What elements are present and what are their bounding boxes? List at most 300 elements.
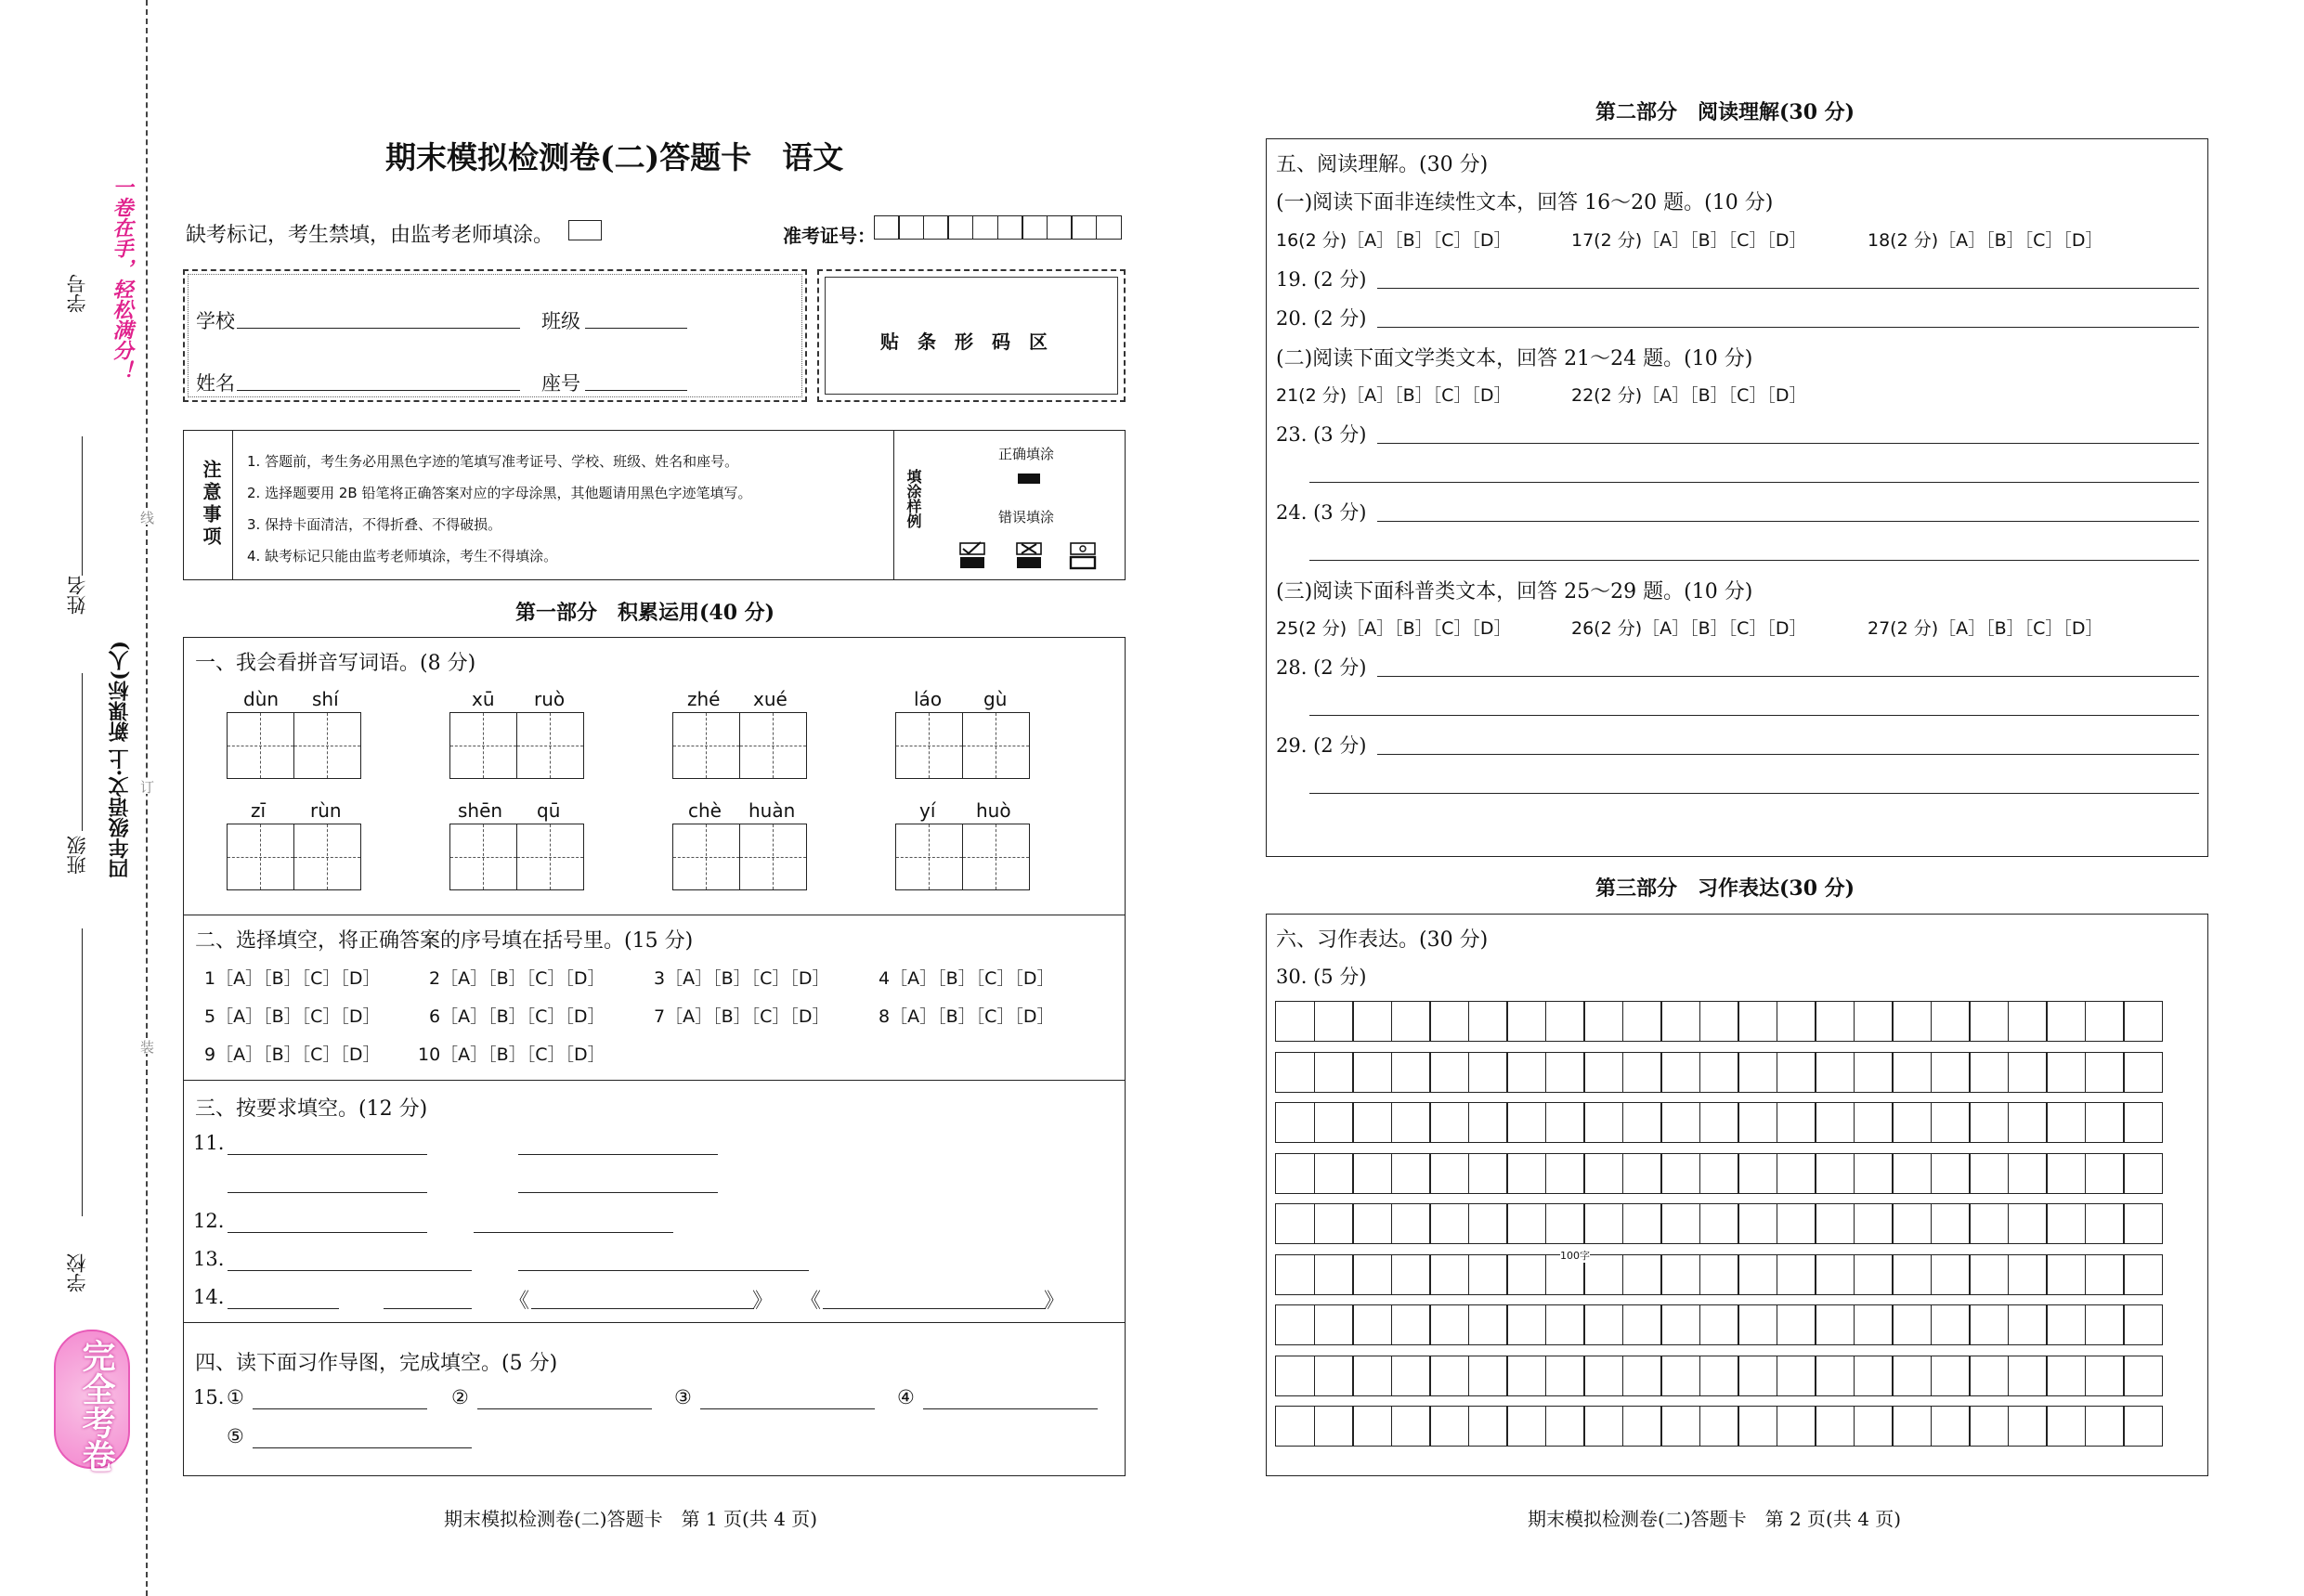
essay-cell[interactable] [1660,1001,1700,1042]
choice-7[interactable]: 7［A］［B］［C］［D］ [654,1006,830,1027]
essay-cell[interactable] [1660,1052,1700,1093]
essay-cell[interactable] [1583,1356,1623,1396]
essay-cell[interactable] [1391,1254,1431,1295]
essay-cell[interactable] [1506,1153,1546,1194]
essay-cell[interactable] [1815,1102,1855,1143]
essay-cell[interactable] [2008,1406,2048,1447]
essay-cell[interactable] [1892,1203,1932,1244]
essay-cell[interactable] [1545,1001,1585,1042]
q15-blank-4[interactable] [923,1408,1098,1409]
essay-cell[interactable] [1468,1052,1508,1093]
cut-mark-bind: 订 [138,780,155,794]
essay-cell[interactable] [1854,1406,1894,1447]
essay-cell[interactable] [1892,1356,1932,1396]
essay-cell[interactable] [1468,1406,1508,1447]
essay-cell[interactable] [1391,1304,1431,1345]
essay-cell[interactable] [1429,1102,1469,1143]
q29-answer-line-2[interactable] [1309,793,2199,794]
essay-cell[interactable] [2085,1052,2125,1093]
essay-cell[interactable] [1622,1203,1662,1244]
char-box[interactable] [962,712,1030,779]
essay-cell[interactable] [1583,1052,1623,1093]
essay-cell[interactable] [1352,1406,1392,1447]
essay-cell[interactable] [1275,1254,1315,1295]
essay-cell[interactable] [1314,1153,1354,1194]
q19-answer-line[interactable] [1377,288,2199,289]
essay-cell[interactable] [1699,1102,1739,1143]
essay-cell[interactable] [1738,1052,1777,1093]
essay-cell[interactable] [1622,1052,1662,1093]
essay-cell[interactable] [1969,1052,2009,1093]
essay-cell[interactable] [1391,1102,1431,1143]
essay-cell[interactable] [1969,1406,2009,1447]
essay-cell[interactable] [2123,1254,2163,1295]
essay-grid-row[interactable] [1275,1406,2162,1447]
cut-mark-install: 装 [138,1040,155,1054]
essay-cell[interactable] [2123,1001,2163,1042]
q14-book-open-1: 《 [509,1290,530,1313]
essay-cell[interactable] [2085,1304,2125,1345]
essay-cell[interactable] [1892,1153,1932,1194]
class-field[interactable] [585,328,687,329]
essay-cell[interactable] [2123,1052,2163,1093]
essay-grid-row[interactable] [1275,1304,2162,1345]
essay-cell[interactable] [1468,1254,1508,1295]
q25-choice[interactable]: 25(2 分)［A］［B］［C］［D］ [1276,618,1512,639]
q23-answer-line-2[interactable] [1309,482,2199,483]
essay-cell[interactable] [1699,1356,1739,1396]
essay-cell[interactable] [1777,1052,1816,1093]
q14-blank-1[interactable] [228,1308,339,1309]
essay-cell[interactable] [1391,1203,1431,1244]
essay-cell[interactable] [1931,1102,1971,1143]
q16-choice[interactable]: 16(2 分)［A］［B］［C］［D］ [1276,230,1512,251]
char-box[interactable] [962,824,1030,890]
essay-cell[interactable] [1854,1153,1894,1194]
q12-blank-1[interactable] [228,1232,427,1233]
essay-cell[interactable] [1314,1304,1354,1345]
essay-cell[interactable] [1275,1001,1315,1042]
name-field[interactable] [237,390,520,391]
char-box[interactable] [739,824,807,890]
essay-cell[interactable] [2085,1254,2125,1295]
sub1-title: (一)阅读下面非连续性文本，回答 16～20 题。(10 分) [1276,191,1774,214]
essay-cell[interactable] [1468,1001,1508,1042]
essay-cell[interactable] [1352,1153,1392,1194]
q26-choice[interactable]: 26(2 分)［A］［B］［C］［D］ [1571,618,1807,639]
essay-cell[interactable] [2085,1406,2125,1447]
char-box[interactable] [672,824,740,890]
essay-cell[interactable] [1391,1001,1431,1042]
essay-cell[interactable] [1854,1304,1894,1345]
essay-cell[interactable] [1275,1153,1315,1194]
name-label: 姓名 [196,372,235,395]
q29-answer-line-1[interactable] [1377,754,2199,755]
essay-cell[interactable] [2008,1254,2048,1295]
margin-class-label: 班级 [66,836,88,875]
essay-cell[interactable] [1391,1153,1431,1194]
char-box[interactable] [293,824,361,890]
essay-cell[interactable] [1699,1254,1739,1295]
essay-cell[interactable] [1738,1153,1777,1194]
school-field[interactable] [237,328,520,329]
choice-3[interactable]: 3［A］［B］［C］［D］ [654,968,830,989]
q23-answer-line-1[interactable] [1377,443,2199,444]
essay-cell[interactable] [1815,1203,1855,1244]
q15-blank-2[interactable] [477,1408,652,1409]
essay-cell[interactable] [1815,1052,1855,1093]
essay-cell[interactable] [1931,1406,1971,1447]
essay-cell[interactable] [1314,1203,1354,1244]
essay-cell[interactable] [1468,1304,1508,1345]
essay-cell[interactable] [1892,1304,1932,1345]
margin-name-field[interactable] [82,673,83,831]
essay-grid-row[interactable] [1275,1153,2162,1194]
margin-class-field[interactable] [82,928,83,1216]
essay-cell[interactable] [1699,1153,1739,1194]
seat-field[interactable] [585,390,687,391]
essay-cell[interactable] [1854,1001,1894,1042]
q15-blank-3[interactable] [700,1408,875,1409]
essay-cell[interactable] [1314,1102,1354,1143]
essay-cell[interactable] [1506,1001,1546,1042]
q13-label: 13. [193,1248,225,1270]
q28-answer-line-1[interactable] [1377,676,2199,677]
choice-6[interactable]: 6［A］［B］［C］［D］ [429,1006,605,1027]
essay-cell[interactable] [1429,1203,1469,1244]
essay-cell[interactable] [2123,1203,2163,1244]
essay-cell[interactable] [1545,1356,1585,1396]
essay-cell[interactable] [1583,1153,1623,1194]
essay-cell[interactable] [2085,1356,2125,1396]
absent-mark-box[interactable] [568,220,602,240]
margin-student-no-label: 学号 [66,274,88,313]
essay-cell[interactable] [1583,1203,1623,1244]
essay-cell[interactable] [1506,1102,1546,1143]
essay-cell[interactable] [1583,1001,1623,1042]
essay-cell[interactable] [1699,1304,1739,1345]
essay-grid-row[interactable] [1275,1102,2162,1143]
q11-blank-3[interactable] [228,1192,427,1193]
essay-cell[interactable] [1468,1203,1508,1244]
essay-cell[interactable] [2123,1406,2163,1447]
essay-cell[interactable] [1275,1203,1315,1244]
essay-cell[interactable] [1699,1052,1739,1093]
part3-title: 第三部分 习作表达(30 分) [1595,876,1855,901]
essay-cell[interactable] [2046,1001,2086,1042]
essay-cell[interactable] [1622,1356,1662,1396]
essay-cell[interactable] [2085,1001,2125,1042]
essay-grid-row[interactable] [1275,1203,2162,1244]
q12-blank-2[interactable] [474,1232,673,1233]
essay-cell[interactable] [1506,1356,1546,1396]
essay-cell[interactable] [1468,1356,1508,1396]
essay-cell[interactable] [2046,1203,2086,1244]
q30-label: 30. (5 分) [1276,966,1367,988]
essay-cell[interactable] [1506,1304,1546,1345]
essay-cell[interactable] [1969,1356,2009,1396]
essay-cell[interactable] [2085,1102,2125,1143]
essay-cell[interactable] [1738,1203,1777,1244]
essay-cell[interactable] [1275,1052,1315,1093]
q15-blank-5[interactable] [253,1447,472,1448]
essay-cell[interactable] [1545,1406,1585,1447]
essay-cell[interactable] [2046,1153,2086,1194]
essay-cell[interactable] [1931,1356,1971,1396]
essay-cell[interactable] [1777,1356,1816,1396]
essay-cell[interactable] [2008,1153,2048,1194]
essay-cell[interactable] [1468,1153,1508,1194]
essay-cell[interactable] [1892,1001,1932,1042]
essay-cell[interactable] [1352,1356,1392,1396]
essay-cell[interactable] [1545,1304,1585,1345]
q13-blank-2[interactable] [518,1270,809,1271]
essay-cell[interactable] [1777,1254,1816,1295]
choice-9[interactable]: 9［A］［B］［C］［D］ [204,1045,381,1065]
essay-cell[interactable] [1275,1356,1315,1396]
q14-book-2[interactable] [823,1308,1046,1309]
essay-cell[interactable] [1506,1406,1546,1447]
essay-cell[interactable] [2008,1102,2048,1143]
essay-cell[interactable] [1583,1102,1623,1143]
essay-cell[interactable] [2008,1001,2048,1042]
essay-cell[interactable] [1429,1001,1469,1042]
essay-cell[interactable] [1429,1052,1469,1093]
essay-cell[interactable] [1931,1304,1971,1345]
essay-cell[interactable] [1699,1406,1739,1447]
essay-cell[interactable] [2123,1153,2163,1194]
essay-cell[interactable] [1931,1254,1971,1295]
essay-cell[interactable] [1622,1406,1662,1447]
essay-cell[interactable] [1506,1052,1546,1093]
essay-cell[interactable] [1815,1001,1855,1042]
q21-choice[interactable]: 21(2 分)［A］［B］［C］［D］ [1276,385,1512,406]
essay-cell[interactable] [2046,1052,2086,1093]
essay-cell[interactable] [2046,1406,2086,1447]
essay-cell[interactable] [1969,1001,2009,1042]
essay-cell[interactable] [1660,1153,1700,1194]
essay-cell[interactable] [1583,1406,1623,1447]
essay-cell[interactable] [1738,1304,1777,1345]
q14-book-1[interactable] [531,1308,754,1309]
essay-cell[interactable] [1738,1254,1777,1295]
essay-cell[interactable] [1352,1203,1392,1244]
essay-cell[interactable] [1545,1052,1585,1093]
essay-cell[interactable] [1931,1052,1971,1093]
brand-logo [54,1330,130,1473]
essay-cell[interactable] [1314,1254,1354,1295]
q28-answer-line-2[interactable] [1309,715,2199,716]
char-box[interactable] [895,824,963,890]
char-box[interactable] [895,712,963,779]
essay-cell[interactable] [1545,1203,1585,1244]
essay-cell[interactable] [1314,1356,1354,1396]
q18-choice[interactable]: 18(2 分)［A］［B］［C］［D］ [1868,230,2103,251]
essay-cell[interactable] [1969,1153,2009,1194]
q24-answer-line-2[interactable] [1309,560,2199,561]
essay-cell[interactable] [1777,1001,1816,1042]
char-box[interactable] [516,712,584,779]
choice-2[interactable]: 2［A］［B］［C］［D］ [429,968,605,989]
essay-cell[interactable] [1815,1304,1855,1345]
q14-blank-2[interactable] [384,1308,472,1309]
essay-cell[interactable] [1660,1203,1700,1244]
essay-cell[interactable] [1391,1052,1431,1093]
essay-cell[interactable] [1660,1254,1700,1295]
essay-cell[interactable] [1660,1356,1700,1396]
essay-cell[interactable] [1622,1153,1662,1194]
essay-cell[interactable] [1738,1356,1777,1396]
essay-cell[interactable] [1815,1406,1855,1447]
q13-blank-1[interactable] [228,1270,472,1271]
essay-cell[interactable] [1777,1203,1816,1244]
essay-cell[interactable] [1275,1102,1315,1143]
essay-cell[interactable] [2008,1052,2048,1093]
essay-cell[interactable] [2123,1356,2163,1396]
essay-cell[interactable] [1777,1153,1816,1194]
essay-cell[interactable] [1777,1406,1816,1447]
essay-cell[interactable] [1583,1304,1623,1345]
essay-cell[interactable] [1777,1102,1816,1143]
essay-cell[interactable] [1352,1254,1392,1295]
choice-10[interactable]: 10［A］［B］［C］［D］ [418,1045,605,1065]
essay-cell[interactable] [1931,1203,1971,1244]
essay-grid-row[interactable] [1275,1001,2162,1042]
q19-label: 19. (2 分) [1276,268,1367,291]
char-box[interactable] [293,712,361,779]
essay-cell[interactable] [1429,1304,1469,1345]
essay-cell[interactable] [1854,1102,1894,1143]
essay-cell[interactable] [1275,1304,1315,1345]
essay-cell[interactable] [1815,1153,1855,1194]
q15-blank-1[interactable] [253,1408,427,1409]
essay-cell[interactable] [1738,1001,1777,1042]
essay-cell[interactable] [1892,1254,1932,1295]
essay-cell[interactable] [2046,1356,2086,1396]
essay-cell[interactable] [1854,1254,1894,1295]
essay-cell[interactable] [1429,1356,1469,1396]
char-box[interactable] [672,712,740,779]
essay-cell[interactable] [1931,1153,1971,1194]
essay-cell[interactable] [1506,1203,1546,1244]
char-box[interactable] [739,712,807,779]
essay-cell[interactable] [2123,1102,2163,1143]
essay-cell[interactable] [1777,1304,1816,1345]
essay-cell[interactable] [1622,1102,1662,1143]
essay-cell[interactable] [1815,1254,1855,1295]
essay-cell[interactable] [1506,1254,1546,1295]
char-box[interactable] [227,824,294,890]
q11-blank-1[interactable] [228,1154,427,1155]
essay-cell[interactable] [2123,1304,2163,1345]
essay-cell[interactable] [1854,1356,1894,1396]
essay-cell[interactable] [1545,1153,1585,1194]
note-1: 1. 答题前，考生务必用黑色字迹的笔填写准考证号、学校、班级、姓名和座号。 [247,453,739,470]
essay-cell[interactable] [1468,1102,1508,1143]
q20-answer-line[interactable] [1377,327,2199,328]
q27-choice[interactable]: 27(2 分)［A］［B］［C］［D］ [1868,618,2103,639]
essay-cell[interactable] [1352,1052,1392,1093]
q22-choice[interactable]: 22(2 分)［A］［B］［C］［D］ [1571,385,1807,406]
essay-cell[interactable] [1391,1356,1431,1396]
essay-grid-row[interactable] [1275,1254,2162,1295]
absent-note: 缺考标记，考生禁填，由监考老师填涂。 [186,224,554,247]
choice-4[interactable]: 4［A］［B］［C］［D］ [879,968,1055,989]
essay-cell[interactable] [2008,1304,2048,1345]
essay-cell[interactable] [1352,1102,1392,1143]
essay-cell[interactable] [1969,1203,2009,1244]
fill-wrong-samples [955,540,1103,570]
char-box[interactable] [449,712,517,779]
student-info-box [183,269,807,402]
essay-cell[interactable] [1699,1203,1739,1244]
essay-cell[interactable] [1622,1254,1662,1295]
essay-cell[interactable] [1314,1001,1354,1042]
essay-cell[interactable] [2046,1102,2086,1143]
essay-cell[interactable] [1352,1304,1392,1345]
essay-cell[interactable] [1815,1356,1855,1396]
essay-cell[interactable] [1660,1304,1700,1345]
essay-cell[interactable] [1314,1406,1354,1447]
essay-cell[interactable] [2008,1203,2048,1244]
essay-cell[interactable] [1622,1001,1662,1042]
q11-blank-4[interactable] [518,1192,718,1193]
essay-cell[interactable] [1352,1001,1392,1042]
essay-cell[interactable] [1892,1102,1932,1143]
exam-id-boxes[interactable] [875,215,1122,240]
q17-choice[interactable]: 17(2 分)［A］［B］［C］［D］ [1571,230,1807,251]
essay-cell[interactable] [1738,1406,1777,1447]
char-box[interactable] [449,824,517,890]
essay-cell[interactable] [2085,1203,2125,1244]
q14-label: 14. [193,1286,225,1308]
essay-cell[interactable] [1931,1001,1971,1042]
essay-cell[interactable] [2046,1304,2086,1345]
essay-cell[interactable] [2046,1254,2086,1295]
essay-cell[interactable] [1854,1203,1894,1244]
essay-cell[interactable] [1854,1052,1894,1093]
essay-cell[interactable] [1738,1102,1777,1143]
essay-cell[interactable] [1429,1153,1469,1194]
char-box[interactable] [227,712,294,779]
essay-grid-row[interactable] [1275,1356,2162,1396]
essay-cell[interactable] [1429,1406,1469,1447]
essay-cell[interactable] [2008,1356,2048,1396]
essay-cell[interactable] [2085,1153,2125,1194]
essay-cell[interactable] [1391,1406,1431,1447]
q11-blank-2[interactable] [518,1154,718,1155]
essay-cell[interactable] [1660,1406,1700,1447]
essay-cell[interactable] [1699,1001,1739,1042]
choice-1[interactable]: 1［A］［B］［C］［D］ [204,968,381,989]
essay-cell[interactable] [1660,1102,1700,1143]
essay-cell[interactable] [1622,1304,1662,1345]
essay-cell[interactable] [1545,1102,1585,1143]
essay-grid-row[interactable] [1275,1052,2162,1093]
char-box[interactable] [516,824,584,890]
essay-cell[interactable] [1969,1304,2009,1345]
essay-cell[interactable] [1892,1406,1932,1447]
essay-cell[interactable] [1314,1052,1354,1093]
essay-cell[interactable] [1969,1254,2009,1295]
essay-cell[interactable] [1429,1254,1469,1295]
choice-5[interactable]: 5［A］［B］［C］［D］ [204,1006,381,1027]
essay-cell[interactable] [1275,1406,1315,1447]
q24-answer-line-1[interactable] [1377,521,2199,522]
essay-cell[interactable] [1969,1102,2009,1143]
essay-cell[interactable] [1892,1052,1932,1093]
choice-8[interactable]: 8［A］［B］［C］［D］ [879,1006,1055,1027]
